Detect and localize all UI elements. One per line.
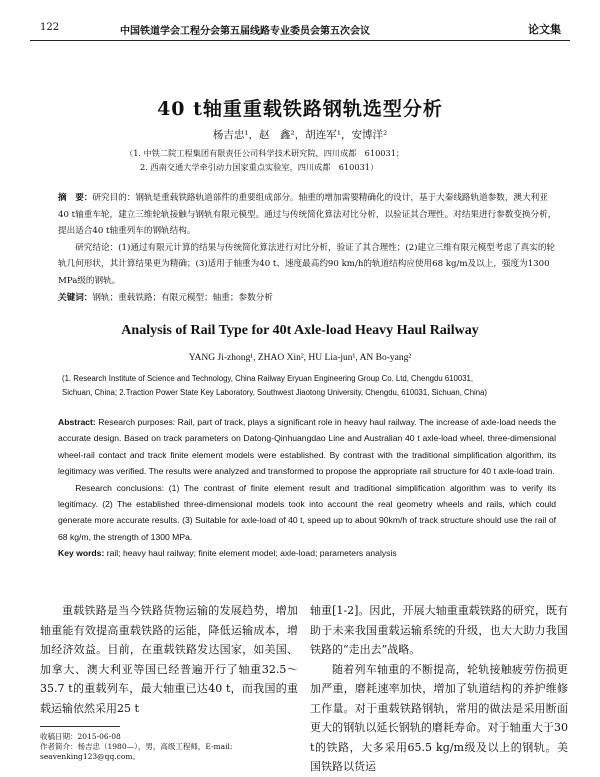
affiliation-1-english: (1. Research Institute of Science and Technology, China Railway Eryuan Engineering Group Co. Ltd, Chengdu 610031,: [62, 374, 474, 383]
abstract-text-english: Research purposes: Rail, part of track, plays a significant role in heavy haul railway. The increase of axle-load needs the accurate design. Based on track parameters on Datong-Qinhuangdao Line and Australian 40 t axle-load wheel, three-dimensional wheel-rail contact and track finite element models were established. By contrast with the traditional simplification algorithm, its legitimacy was verified. The results were analyzed and transformed to propose the appropriate rail structure for 40 t axle-load train.: [58, 417, 556, 477]
author-bio: 作者简介：杨吉忠（1980—），男，高级工程师，E-mail: seavenking123@qq.com。: [40, 742, 233, 761]
keywords-english: rail; heavy haul railway; finite element model; axle-load; parameters analysis: [106, 548, 397, 559]
affiliation-1-chinese: （1. 中铁二院工程集团有限责任公司科学技术研究院，四川成都 610031；: [125, 148, 405, 158]
abstract-label-english: Abstract:: [58, 417, 96, 427]
keywords-label: 关键词：: [58, 292, 93, 303]
authors-chinese: 杨吉忠¹，赵 鑫²，胡连军¹，安博洋²: [212, 129, 388, 141]
conclusions-english: Research conclusions: (1) The contrast of finite element result and traditional simplification algorithm was to verify its legitimacy. (2) The established three-dimensional models took into account the real geometry wheels and rails, which could generate more accurate results. (3) Suitable for axle-load of 40 t, speed up to about 90km/h of track structure should use the rail of 68 kg/m, the strength of 1300 MPa.: [58, 482, 556, 542]
body-right-column: [310, 601, 568, 777]
abstract-english: [58, 414, 556, 562]
keywords-text: 钢轨；重载铁路；有限元模型；轴重；参数分析: [92, 292, 273, 303]
running-header: 中国铁道学会工程分会第五届线路专业委员会第五次会议: [120, 26, 370, 37]
received-date: 收稿日期：2015-06-08: [40, 732, 121, 741]
abstract-chinese: [58, 190, 558, 306]
title-english: Analysis of Rail Type for 40t Axle-load Heavy Haul Railway: [121, 323, 479, 338]
title-chinese: 40 t轴重重载铁路钢轨选型分析: [157, 98, 443, 120]
affiliation-2-english: Sichuan, China; 2.Traction Power State Key Laboratory, Southwest Jiaotong University, Chengdu, 610031, Sichuan, China): [62, 388, 488, 397]
section-label: 论文集: [528, 23, 561, 36]
page-number: 122: [40, 22, 60, 33]
conclusions-text: 研究结论：(1)通过有限元计算的结果与传统简化算法进行对比分析，验证了其合理性；(2)建立三维有限元模型考虑了真实的轮轨几何形状，其计算结果更为精确；(3)适用于轴重为40 t、速度最高约90 km/h的轨道结构应使用68 kg/m及以上，强度为1300 MPa级的钢轨。: [58, 242, 556, 286]
keywords-label-english: Key words:: [58, 548, 105, 559]
body-left-column: 重载铁路是当今铁路货物运输的发展趋势，增加轴重能有效提高重载铁路的运能，降低运输成本，增加经济效益。目前，在重载铁路发达国家，如美国、加拿大、澳大利亚等国已经普遍开行了轴重32.5～35.7 t的重载列车，最大轴重已达40 t，而我国的重载运输依然采用25 t: [40, 604, 298, 715]
abstract-label: 摘 要：: [58, 193, 93, 203]
header-rule: [30, 40, 570, 41]
body-paragraph: 随着列车轴重的不断提高，轮轨接触疲劳伤损更加严重，磨耗速率加快，增加了轨道结构的养护维修工作量。对于重载铁路钢轨，常用的做法是采用断面更大的钢轨以延长钢轨的磨耗寿命。对于轴重大于30 t的铁路，大多采用65.5 kg/m级及以上的钢轨。美国铁路以货运: [310, 662, 568, 773]
body-paragraph: 轴重[1-2]。因此，开展大轴重重载铁路的研究，既有助于未来我国重载运输系统的升级，也大大助力我国铁路的“走出去”战略。: [310, 604, 568, 656]
affiliation-2-chinese: 2. 西南交通大学牵引动力国家重点实验室，四川成都 610031）: [140, 162, 379, 172]
abstract-text: 研究目的：钢轨是重载铁路轨道部件的重要组成部分。轴重的增加需要精确化的设计，基于大秦线路轨道参数，澳大利亚40 t轴重车轮，建立三维轮轨接触与钢轨有限元模型。通过与传统简化算法对比分析，以验证其合理性。对结果进行参数变换分析，提出适合40 t轴重列车的钢轨结构。: [58, 193, 557, 237]
authors-english: YANG Ji-zhong¹, ZHAO Xin², HU Lia-jun¹, AN Bo-yang²: [188, 353, 412, 363]
footnote-rule: [40, 726, 120, 727]
